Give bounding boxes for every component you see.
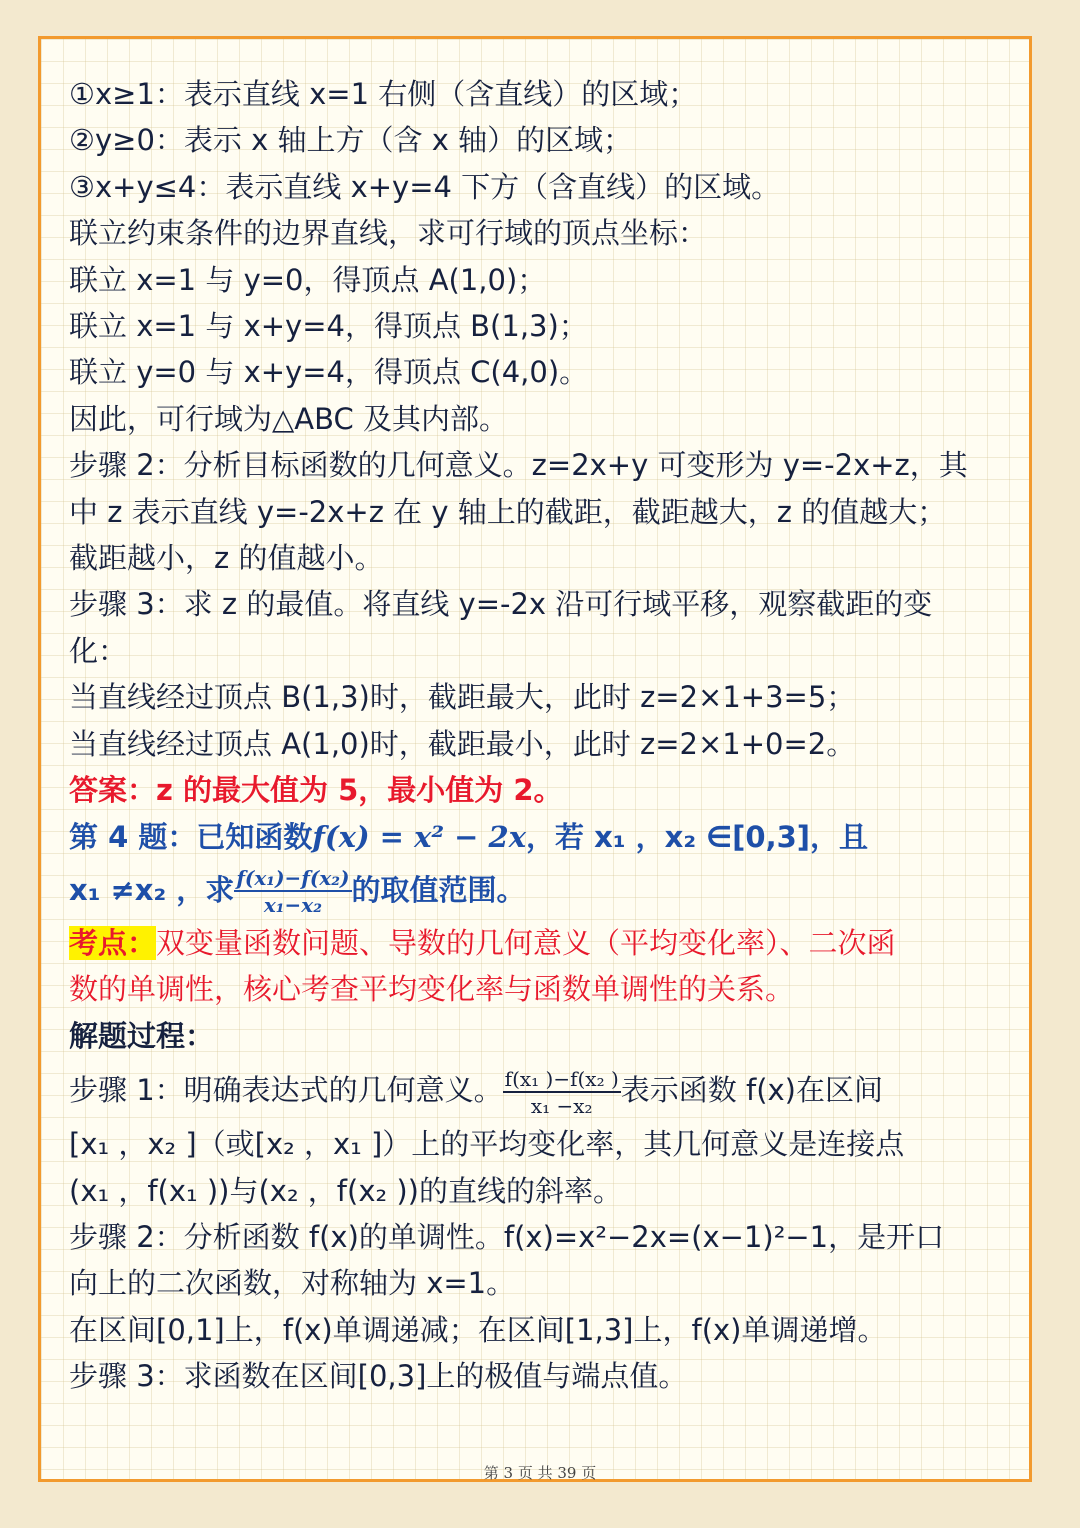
text-line: 当直线经过顶点 A(1,0)时，截距最小，此时 z=2×1+0=2。 [69,726,856,761]
text-line: (x₁ ，f(x₁ ))与(x₂ ，f(x₂ ))的直线的斜率。 [69,1173,622,1208]
solution-title: 解题过程： [69,1018,215,1053]
step-1-fraction [503,1066,621,1118]
fraction-numerator: f(x₁)−f(x₂) [236,866,350,891]
question-4-formula: f(x) = x² − 2x [312,819,527,854]
document-body [69,71,1019,1400]
page-number: 第 3 页 共 39 页 [483,1464,597,1482]
step-1-prefix: 步骤 1：明确表达式的几何意义。 [69,1073,503,1108]
fraction-numerator: f(x₁ )−f(x₂ ) [504,1066,619,1091]
text-line: 步骤 2：分析目标函数的几何意义。z=2x+y 可变形为 y=-2x+z，其 [69,448,968,483]
text-line: 中 z 表示直线 y=-2x+z 在 y 轴上的截距，截距越大，z 的值越大； [69,494,947,529]
step-1-line [69,1059,1019,1121]
kaodian-line-1 [69,920,1019,966]
question-4-prefix: 第 4 题：已知函数 [69,819,313,854]
text-line: 联立约束条件的边界直线，求可行域的顶点坐标： [69,216,708,251]
kaodian-label: 考点： [69,925,157,960]
text-line: ③x+y≤4：表示直线 x+y=4 下方（含直线）的区域。 [69,169,781,204]
question-4-fraction [234,866,351,918]
text-line: 步骤 2：分析函数 f(x)的单调性。f(x)=x²−2x=(x−1)²−1，是开口 [69,1219,945,1254]
text-line: 化： [69,633,128,668]
question-4-line2-prefix: x₁ ≠x₂ ，求 [69,872,235,907]
text-line: 步骤 3：求 z 的最值。将直线 y=-2x 沿可行域平移，观察截距的变 [69,587,933,622]
text-line: ①x≥1：表示直线 x=1 右侧（含直线）的区域； [69,77,698,111]
text-line: [x₁ ，x₂ ]（或[x₂ ，x₁ ]）上的平均变化率，其几何意义是连接点 [69,1127,905,1162]
question-4-suffix: ，若 x₁ ，x₂ ∈[0,3]，且 [526,819,869,854]
fraction-denominator: x₁−x₂ [263,893,322,918]
text-line: 联立 x=1 与 y=0，得顶点 A(1,0)； [69,262,547,297]
text-line: 因此，可行域为△ABC 及其内部。 [69,401,508,436]
step-1-suffix: 表示函数 f(x)在区间 [620,1073,883,1108]
answer-line: 答案：z 的最大值为 5，最小值为 2。 [69,773,563,808]
page-frame [38,36,1032,1482]
text-line: 联立 y=0 与 x+y=4，得顶点 C(4,0)。 [69,355,589,390]
text-line: 联立 x=1 与 x+y=4，得顶点 B(1,3)； [69,309,588,344]
text-line: ②y≥0：表示 x 轴上方（含 x 轴）的区域； [69,123,633,158]
fraction-denominator: x₁ −x₂ [530,1093,593,1118]
question-4-line-2 [69,860,1019,920]
question-4-line-1 [69,814,1019,860]
text-line: 向上的二次函数，对称轴为 x=1。 [69,1266,516,1301]
text-line: 当直线经过顶点 B(1,3)时，截距最大，此时 z=2×1+3=5； [69,680,856,715]
kaodian-text-1: 双变量函数问题、导数的几何意义（平均变化率）、二次函 [156,925,896,960]
question-4-line2-suffix: 的取值范围。 [351,872,526,907]
kaodian-line-2: 数的单调性，核心考查平均变化率与函数单调性的关系。 [69,972,795,1007]
text-line: 在区间[0,1]上，f(x)单调递减；在区间[1,3]上，f(x)单调递增。 [69,1312,887,1347]
text-line: 步骤 3：求函数在区间[0,3]上的极值与端点值。 [69,1359,688,1394]
text-line: 截距越小，z 的值越小。 [69,541,384,576]
